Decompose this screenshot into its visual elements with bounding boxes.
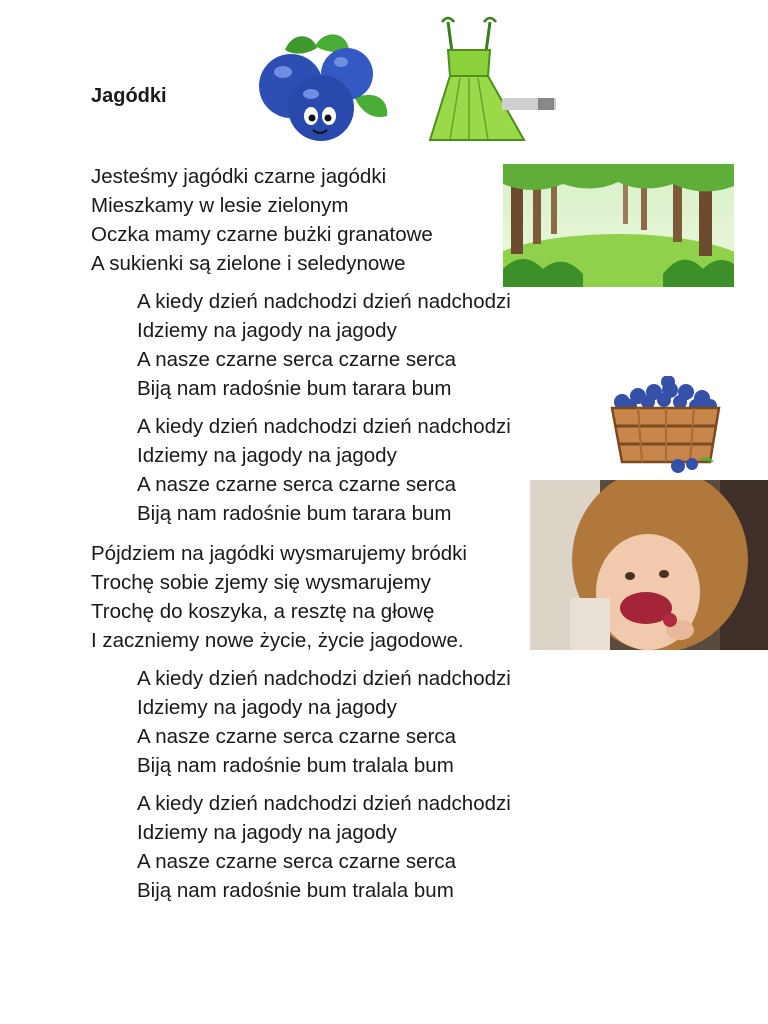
chorus-1 <box>137 287 511 403</box>
song-title: Jagódki <box>91 85 167 107</box>
blueberry-basket-illustration <box>608 376 723 474</box>
lyric-line: Biją nam radośnie bum tarara bum <box>137 377 452 400</box>
lyric-line: Trochę sobie zjemy się wysmarujemy <box>91 571 431 594</box>
lyric-line: A nasze czarne serca czarne serca <box>137 850 457 873</box>
lyric-line: Idziemy na jagody na jagody <box>137 696 397 719</box>
lyric-line: Idziemy na jagody na jagody <box>137 821 397 844</box>
lyric-line: Oczka mamy czarne bużki granatowe <box>91 223 433 246</box>
lyric-line: I zaczniemy nowe życie, życie jagodowe. <box>91 629 464 652</box>
chorus-4 <box>137 789 511 905</box>
forest-illustration <box>503 164 734 287</box>
lyric-line: Pójdziem na jagódki wysmarujemy bródki <box>91 542 467 565</box>
lyric-line: A nasze czarne serca czarne serca <box>137 348 457 371</box>
lyric-line: Idziemy na jagody na jagody <box>137 319 397 342</box>
lyric-line: Idziemy na jagody na jagody <box>137 444 397 467</box>
lyric-line: Mieszkamy w lesie zielonym <box>91 194 349 217</box>
green-dress-illustration <box>398 12 558 148</box>
lyric-line: Trochę do koszyka, a resztę na głowę <box>91 600 435 623</box>
lyric-line: A kiedy dzień nadchodzi dzień nadchodzi <box>137 792 511 815</box>
lyric-line: Biją nam radośnie bum tralala bum <box>137 879 454 902</box>
lyric-line: A kiedy dzień nadchodzi dzień nadchodzi <box>137 415 511 438</box>
lyric-line: A nasze czarne serca czarne serca <box>137 473 457 496</box>
lyric-line: A kiedy dzień nadchodzi dzień nadchodzi <box>137 290 511 313</box>
lyric-line: Biją nam radośnie bum tralala bum <box>137 754 454 777</box>
lyric-line: Jesteśmy jagódki czarne jagódki <box>91 165 387 188</box>
stanza-2 <box>91 539 467 655</box>
chorus-2 <box>137 412 511 528</box>
lyric-line: A sukienki są zielone i seledynowe <box>91 252 406 275</box>
stanza-1 <box>91 162 433 278</box>
child-photo <box>530 480 768 650</box>
lyric-line: Biją nam radośnie bum tarara bum <box>137 502 452 525</box>
lyric-line: A kiedy dzień nadchodzi dzień nadchodzi <box>137 667 511 690</box>
blueberries-illustration <box>255 28 390 146</box>
chorus-3 <box>137 664 511 780</box>
lyric-line: A nasze czarne serca czarne serca <box>137 725 457 748</box>
